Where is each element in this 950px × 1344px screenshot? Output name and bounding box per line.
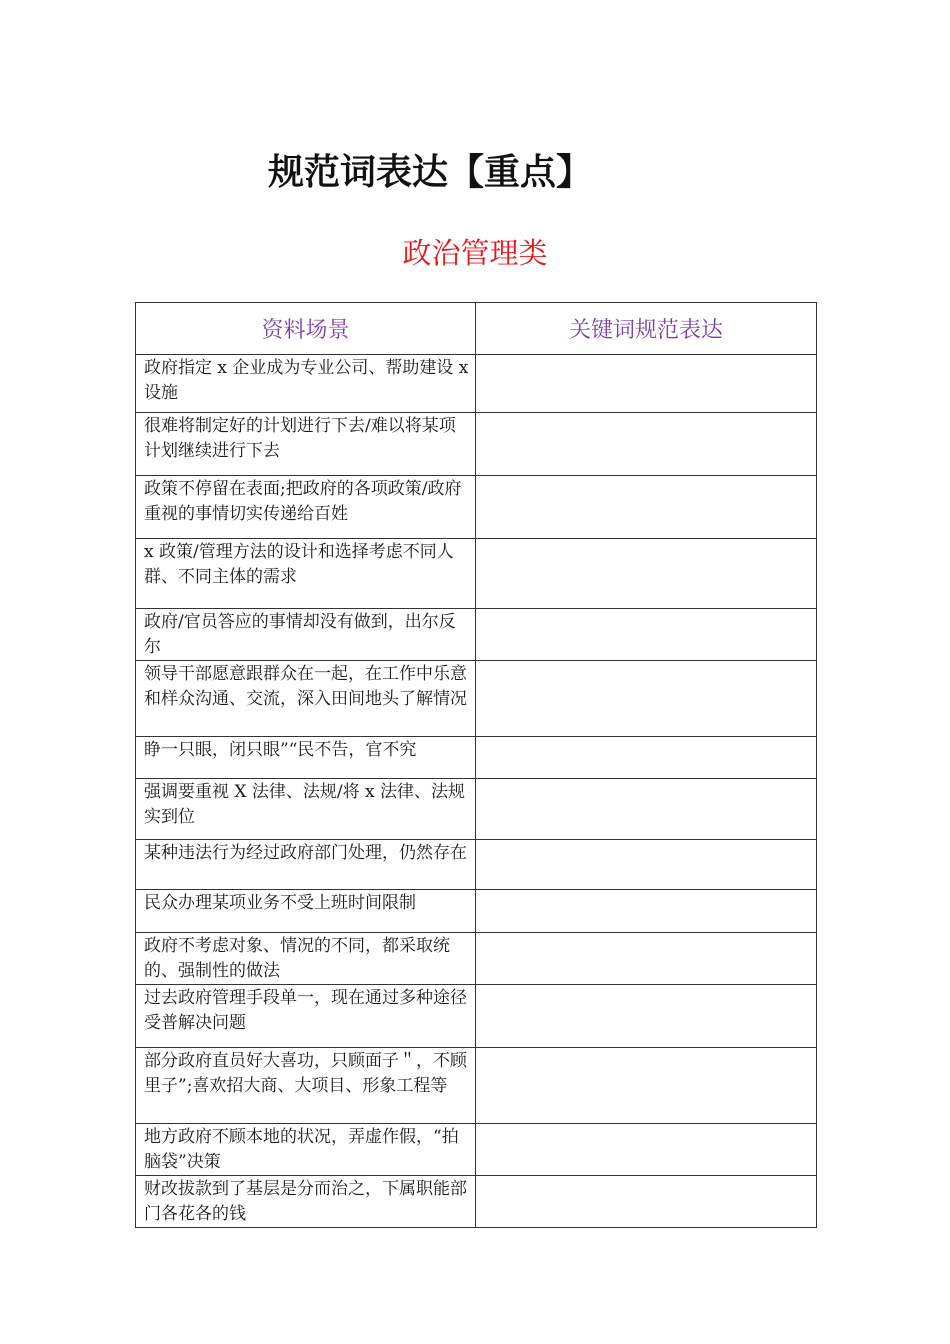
table-row: [136, 609, 817, 661]
expression-cell: [476, 933, 817, 985]
expression-cell: [476, 355, 817, 413]
expression-cell: [476, 779, 817, 840]
table-row: [136, 737, 817, 779]
table-row: [136, 661, 817, 737]
table-row: [136, 1124, 817, 1176]
column-header-expression: 关键词规范表达: [476, 303, 817, 355]
table-row: [136, 890, 817, 933]
page-title: 规范词表达【重点】: [267, 151, 592, 193]
scene-cell: 民众办理某项业务不受上班时间限制: [136, 890, 476, 933]
scene-cell: 某种违法行为经过政府部门处理，仍然存在: [136, 840, 476, 890]
table-row: [136, 1048, 817, 1124]
table-row: [136, 840, 817, 890]
table-row: [136, 933, 817, 985]
expression-table: [135, 302, 817, 1228]
scene-cell: 政府不考虑对象、情况的不同，都采取统的、强制性的做法: [136, 933, 476, 985]
expression-cell: [476, 476, 817, 539]
expression-cell: [476, 737, 817, 779]
scene-cell: 地方政府不顾本地的状况，弄虚作假，“拍脑袋”决策: [136, 1124, 476, 1176]
table-row: [136, 476, 817, 539]
scene-cell: 强调要重视 X 法律、法规/将 x 法律、法规实到位: [136, 779, 476, 840]
table-header-row: [136, 303, 817, 355]
scene-cell: 领导干部愿意跟群众在一起，在工作中乐意和样众沟通、交流，深入田间地头了解情况: [136, 661, 476, 737]
table-row: [136, 985, 817, 1048]
expression-cell: [476, 985, 817, 1048]
expression-cell: [476, 890, 817, 933]
scene-cell: 很难将制定好的计划进行下去/难以将某项计划继续进行下去: [136, 413, 476, 476]
expression-cell: [476, 1176, 817, 1228]
scene-cell: 政府指定 x 企业成为专业公司、帮助建设 x 设施: [136, 355, 476, 413]
table-row: [136, 539, 817, 609]
table-row: [136, 355, 817, 413]
scene-cell: 政策不停留在表面;把政府的各项政策/政府重视的事情切实传递给百姓: [136, 476, 476, 539]
expression-cell: [476, 413, 817, 476]
expression-cell: [476, 1124, 817, 1176]
table-row: [136, 1176, 817, 1228]
expression-cell: [476, 539, 817, 609]
scene-cell: x 政策/管理方法的设计和选择考虑不同人群、不同主体的需求: [136, 539, 476, 609]
expression-cell: [476, 1048, 817, 1124]
scene-cell: 财改拔款到了基层是分而治之，下属职能部门各花各的钱: [136, 1176, 476, 1228]
column-header-scene: 资料场景: [136, 303, 476, 355]
table-row: [136, 779, 817, 840]
scene-cell: 政府/官员答应的事情却没有做到，出尔反尔: [136, 609, 476, 661]
expression-cell: [476, 609, 817, 661]
section-title: 政治管理类: [402, 236, 548, 270]
scene-cell: 过去政府管理手段单一，现在通过多种途径受普解决问题: [136, 985, 476, 1048]
table-row: [136, 413, 817, 476]
expression-cell: [476, 661, 817, 737]
scene-cell: 部分政府直员好大喜功，只顾面子＂，不顾里子”;喜欢招大商、大项目、形象工程等: [136, 1048, 476, 1124]
scene-cell: 睁一只眼，闭只眼”“民不告，官不究: [136, 737, 476, 779]
expression-cell: [476, 840, 817, 890]
